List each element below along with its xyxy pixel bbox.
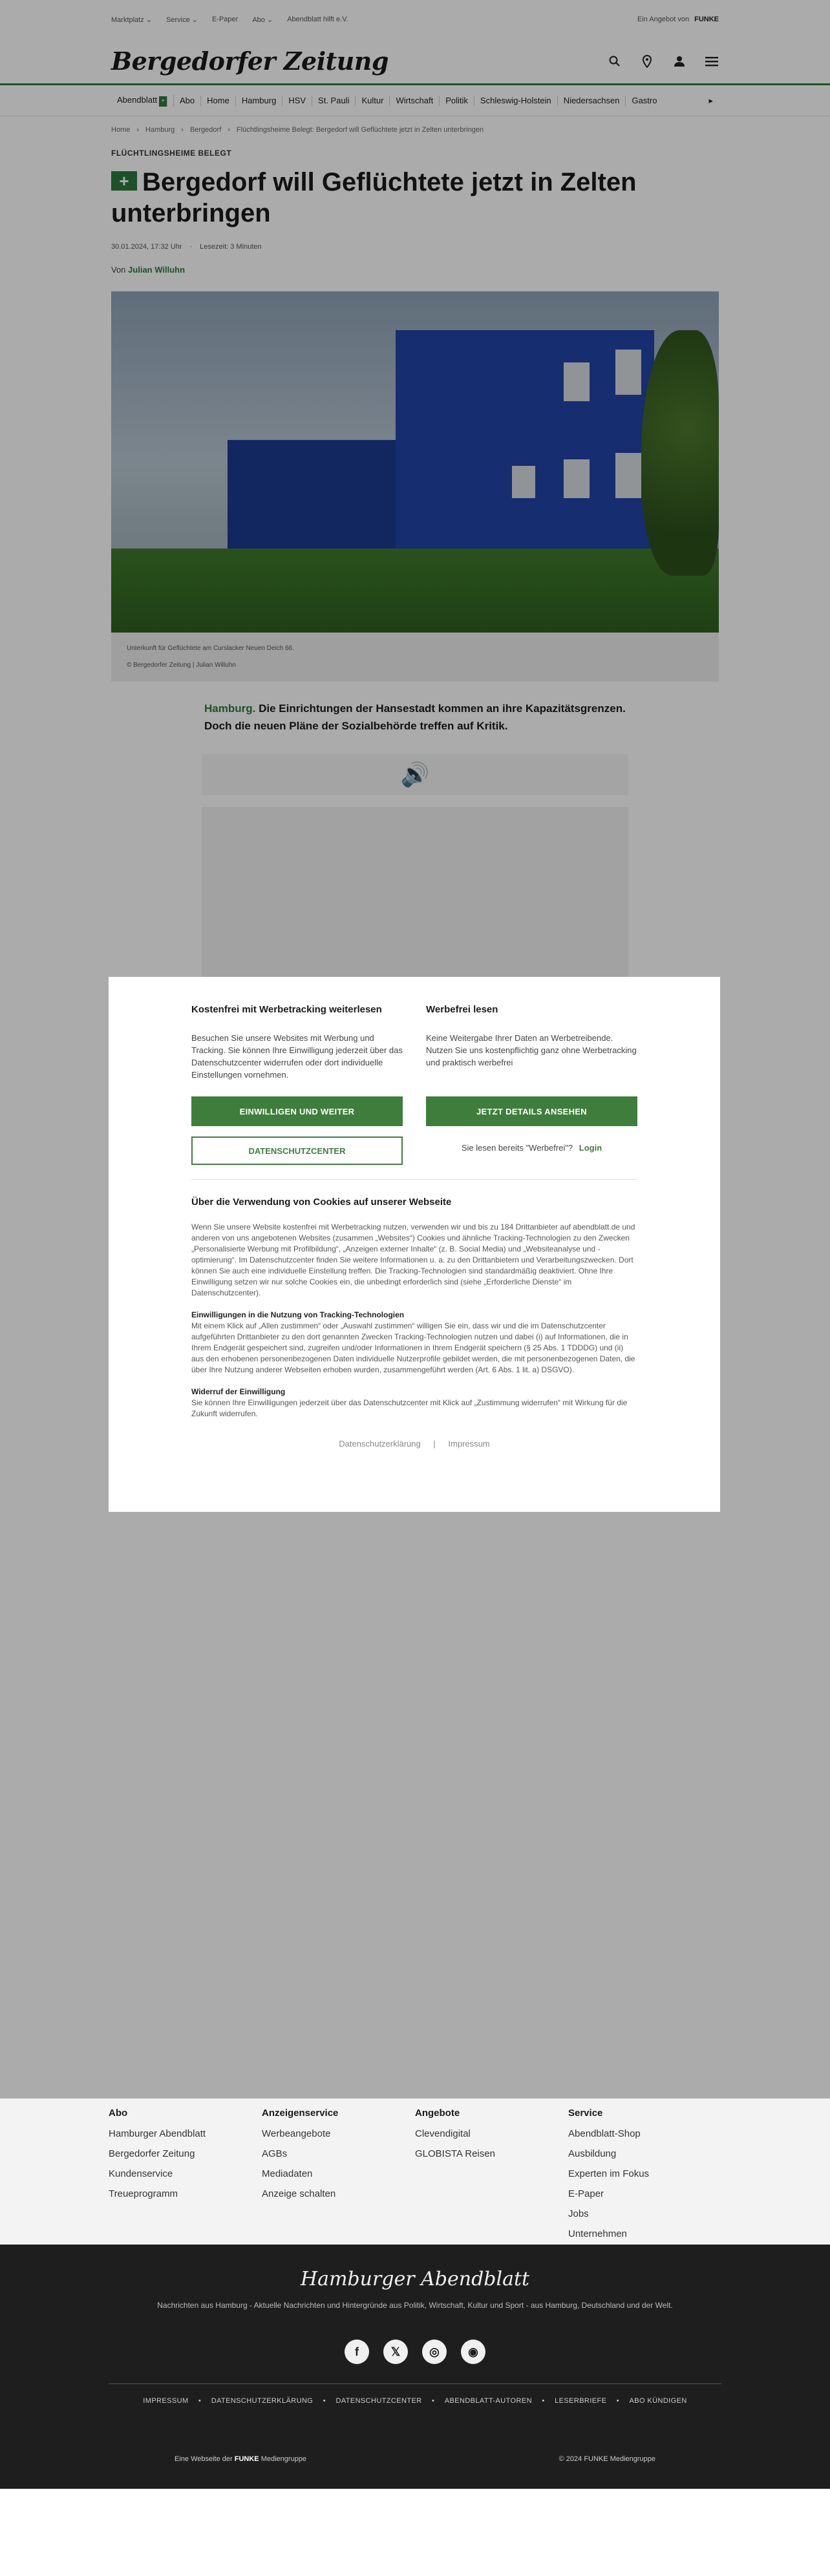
consent-adfree-column <box>426 1004 637 1165</box>
facebook-icon[interactable]: f <box>345 2340 369 2364</box>
imprint-link[interactable]: Impressum <box>448 1439 490 1449</box>
footer-column-angebote <box>415 2099 568 2245</box>
consent-tracking-text: Mit einem Klick auf „Allen zustimmen“ oder „Auswahl zustimmen“ willigen Sie ein, dass wir und die im Datenschutzcenter aufgeführten Drittanbieter zu den dort genannten Zwecken Tracking-Technologien nutzen und dabei (i) auf Informationen, die in Ihrem Endgerät gespeichert sind, zugreifen und/oder Informationen in Ihrem Endgerät speichern (§ 25 Abs. 1 TDDDG) und (ii) aus den erhobenen personenbezogenen Daten individuelle Nutzerprofile gebildet werden, die mit personenbezogenen Daten, die über Ihre Nutzung anderer Webseiten erhoben wurden, zusammengeführt werden (Art. 6 Abs. 1 lit. a) DSGVO). <box>191 1321 635 1374</box>
nav-item-niedersachsen[interactable]: Niedersachsen <box>558 96 626 106</box>
footer-column-abo <box>109 2099 262 2245</box>
utility-link-marktplatz[interactable]: Marktplatz ⌄ <box>111 16 153 24</box>
legal-link-impressum[interactable]: IMPRESSUM <box>143 2397 189 2405</box>
breadcrumb-hamburg[interactable]: Hamburg <box>145 126 175 134</box>
legal-link-datenschutzerklaerung[interactable]: DATENSCHUTZERKLÄRUNG <box>211 2397 314 2405</box>
rss-icon[interactable]: ◉ <box>461 2340 485 2364</box>
breadcrumb-separator: › <box>228 126 230 134</box>
login-link[interactable]: Login <box>579 1143 602 1153</box>
publisher-prefix: Ein Angebot von <box>637 16 690 23</box>
footer-column-title: Abo <box>109 2108 128 2119</box>
nav-scroll-right-icon[interactable]: ▸ <box>708 95 713 105</box>
breadcrumb-home[interactable]: Home <box>111 126 131 134</box>
breadcrumb-separator: › <box>181 126 184 134</box>
footer-link[interactable]: Experten im Fokus <box>568 2168 650 2179</box>
nav-item-hsv[interactable]: HSV <box>282 96 312 106</box>
utility-link-abo[interactable]: Abo ⌄ <box>252 16 273 24</box>
utility-link-epaper[interactable]: E-Paper <box>211 15 239 23</box>
login-prompt: Sie lesen bereits "Werbefrei"? <box>461 1143 573 1153</box>
owner-brand[interactable]: FUNKE <box>234 2455 259 2463</box>
footer-link[interactable]: Jobs <box>568 2208 589 2219</box>
copyright: © 2024 FUNKE Mediengruppe <box>559 2455 655 2463</box>
consent-footer-links <box>191 1439 637 1449</box>
image-credit: © Bergedorfer Zeitung | Julian Willuhn <box>127 662 236 669</box>
footer-link[interactable]: Werbeangebote <box>262 2128 331 2139</box>
footer-divider <box>109 2383 721 2384</box>
footer-column-title: Anzeigenservice <box>262 2108 339 2119</box>
footer-link[interactable]: AGBs <box>262 2148 288 2159</box>
meta-separator: · <box>189 243 193 251</box>
nav-item-politik[interactable]: Politik <box>440 96 474 106</box>
footer-column-title: Angebote <box>415 2108 460 2119</box>
legal-link-datenschutzcenter[interactable]: DATENSCHUTZCENTER <box>335 2397 422 2405</box>
lead-location: Hamburg. <box>204 702 256 715</box>
breadcrumb-separator: › <box>136 126 140 134</box>
speaker-icon[interactable]: 🔊 <box>400 761 430 788</box>
nav-item-hamburg[interactable]: Hamburg <box>236 96 282 106</box>
consent-divider <box>191 1179 637 1180</box>
owner-prefix: Eine Webseite der <box>175 2455 233 2463</box>
page-bottom-spacer <box>0 2489 830 2576</box>
headline-text: Bergedorf will Geflüchtete jetzt in Zelten unterbringen <box>111 168 637 227</box>
link-separator: | <box>433 1439 436 1449</box>
nav-item-wirtschaft[interactable]: Wirtschaft <box>390 96 440 106</box>
login-line <box>426 1143 637 1153</box>
breadcrumb-current: Flüchtlingsheime Belegt: Bergedorf will Geflüchtete jetzt in Zelten unterbringen <box>236 126 484 134</box>
legal-separator: • <box>432 2397 435 2405</box>
legal-separator: • <box>198 2397 202 2405</box>
instagram-icon[interactable]: ◎ <box>422 2340 447 2364</box>
accept-and-continue-button[interactable]: EINWILLIGEN UND WEITER <box>191 1096 403 1126</box>
footer-column-service <box>568 2099 721 2245</box>
lead-text: Die Einrichtungen der Hansestadt kommen an ihre Kapazitätsgrenzen. Doch die neuen Pläne der Sozialbehörde treffen auf Kritik. <box>204 702 626 732</box>
footer-link[interactable]: Anzeige schalten <box>262 2188 336 2199</box>
footer-tagline: Nachrichten aus Hamburg - Aktuelle Nachrichten und Hintergründe aus Politik, Wirtschaft, Kultur und Sport - aus Hamburg, Deutschland und der Welt. <box>157 2301 673 2310</box>
footer-copyright-row <box>0 2455 830 2463</box>
adfree-text: Keine Weitergabe Ihrer Daten an Werbetreibende. Nutzen Sie uns kostenpflichtig ganz ohne Werbetracking und praktisch werbefrei <box>426 1033 637 1067</box>
plus-badge: + <box>159 96 167 107</box>
free-text: Besuchen Sie unsere Websites mit Werbung und Tracking. Sie können Ihre Einwilligung jederzeit über das Datenschutzcenter widerrufen oder dort individuelle Einstellungen vornehmen. <box>191 1033 403 1080</box>
cookie-body-text: Wenn Sie unsere Website kostenfrei mit Werbetracking nutzen, verwenden wir und bis zu 184 Drittanbieter auf abendblatt.de und anderen von uns angebotenen Websites (zusammen „Websites“) Cookies und ähnliche Tracking-Technologien zu den Zwecken „Personalisierte Werbung mit Profilbildung“, „Anzeigen externer Inhalte“ (z. B. Social Media) und „Websiteanalyse und -optimierung“. Im Datenschutzcenter finden Sie weitere Informationen u. a. zu den Drittanbietern und Verarbeitungszwecken. Dort können Sie auch eine individuelle Einstellung treffen. Die Tracking-Technologien sind standardmäßig deaktiviert. Ohne Ihre Einwilligung setzen wir nur solche Cookies ein, die unbedingt erforderlich sind (siehe „Erforderliche Dienste“ im Datenschutzcenter). <box>191 1222 635 1297</box>
legal-separator: • <box>323 2397 326 2405</box>
reading-time: Lesezeit: 3 Minuten <box>200 243 262 251</box>
publisher-brand[interactable]: FUNKE <box>694 16 719 23</box>
nav-item-label: Abendblatt <box>117 94 158 105</box>
breadcrumb-bergedorf[interactable]: Bergedorf <box>189 126 222 134</box>
utility-link-service[interactable]: Service ⌄ <box>166 16 198 24</box>
social-links <box>0 2340 830 2364</box>
nav-item-home[interactable]: Home <box>201 96 236 106</box>
footer-link[interactable]: Abendblatt-Shop <box>568 2128 641 2139</box>
footer-link[interactable]: Unternehmen <box>568 2228 627 2239</box>
legal-link-autoren[interactable]: ABENDBLATT-AUTOREN <box>444 2397 532 2405</box>
consent-free-column <box>191 1004 403 1165</box>
consent-revoke-text: Sie können Ihre Einwilligungen jederzeit über das Datenschutzcenter mit Klick auf „Zustimmung widerrufen“ mit Wirkung für die Zukunft widerrufen. <box>191 1398 628 1418</box>
nav-item-kultur[interactable]: Kultur <box>356 96 390 106</box>
privacy-policy-link[interactable]: Datenschutzerklärung <box>339 1439 421 1449</box>
site-logo[interactable]: Bergedorfer Zeitung <box>111 47 389 76</box>
footer-link[interactable]: E-Paper <box>568 2188 604 2199</box>
legal-link-leserbriefe[interactable]: LESERBRIEFE <box>555 2397 607 2405</box>
author-link[interactable]: Julian Willuhn <box>128 265 186 275</box>
legal-separator: • <box>542 2397 545 2405</box>
footer-column-anzeigenservice <box>262 2099 415 2245</box>
footer-link[interactable]: Bergedorfer Zeitung <box>109 2148 195 2159</box>
consent-subtitle-revoke: Widerruf der Einwilligung <box>191 1387 286 1396</box>
article-date: 30.01.2024, 17:32 Uhr <box>111 243 182 251</box>
footer-link[interactable]: Ausbildung <box>568 2148 617 2159</box>
nav-item-abo[interactable]: Abo <box>174 96 201 106</box>
x-twitter-icon[interactable]: 𝕏 <box>383 2340 408 2364</box>
nav-item-gastro[interactable]: Gastro <box>632 95 657 105</box>
footer-link[interactable]: Treueprogramm <box>109 2188 178 2199</box>
consent-subtitle-tracking: Einwilligungen in die Nutzung von Tracking-Technologien <box>191 1310 405 1319</box>
footer-links <box>0 2099 830 2245</box>
byline-prefix: Von <box>111 265 126 275</box>
utility-link-hilft[interactable]: Abendblatt hilft e.V. <box>287 15 348 23</box>
article-kicker: FLÜCHTLINGSHEIME BELEGT <box>111 149 232 158</box>
nav-item-schleswig-holstein[interactable]: Schleswig-Holstein <box>474 96 558 106</box>
legal-separator: • <box>616 2397 620 2405</box>
cookie-consent-dialog <box>109 977 720 1512</box>
nav-item-st-pauli[interactable]: St. Pauli <box>312 96 356 106</box>
owner-suffix: Mediengruppe <box>261 2455 307 2463</box>
plus-badge: + <box>111 171 137 191</box>
footer-link[interactable]: Hamburger Abendblatt <box>109 2128 206 2139</box>
site-owner-note <box>175 2455 306 2463</box>
legal-link-abo-kuendigen[interactable]: ABO KÜNDIGEN <box>629 2397 687 2405</box>
footer-column-title: Service <box>568 2108 603 2119</box>
image-caption: Unterkunft für Geflüchtete am Curslacker Neuen Deich 66. <box>127 645 295 652</box>
adfree-title: Werbefrei lesen <box>426 1004 498 1015</box>
privacy-center-button[interactable]: DATENSCHUTZCENTER <box>191 1136 403 1165</box>
footer-logo[interactable]: Hamburger Abendblatt <box>300 2268 530 2290</box>
view-details-button[interactable]: JETZT DETAILS ANSEHEN <box>426 1096 637 1126</box>
legal-links <box>0 2397 830 2405</box>
footer-link[interactable]: GLOBISTA Reisen <box>415 2148 495 2159</box>
free-title: Kostenfrei mit Werbetracking weiterlesen <box>191 1004 382 1015</box>
footer-link[interactable]: Clevendigital <box>415 2128 471 2139</box>
footer-link[interactable]: Mediadaten <box>262 2168 313 2179</box>
footer-link[interactable]: Kundenservice <box>109 2168 173 2179</box>
cookie-section-title: Über die Verwendung von Cookies auf unserer Webseite <box>191 1197 452 1208</box>
footer-bottom <box>0 2245 830 2489</box>
